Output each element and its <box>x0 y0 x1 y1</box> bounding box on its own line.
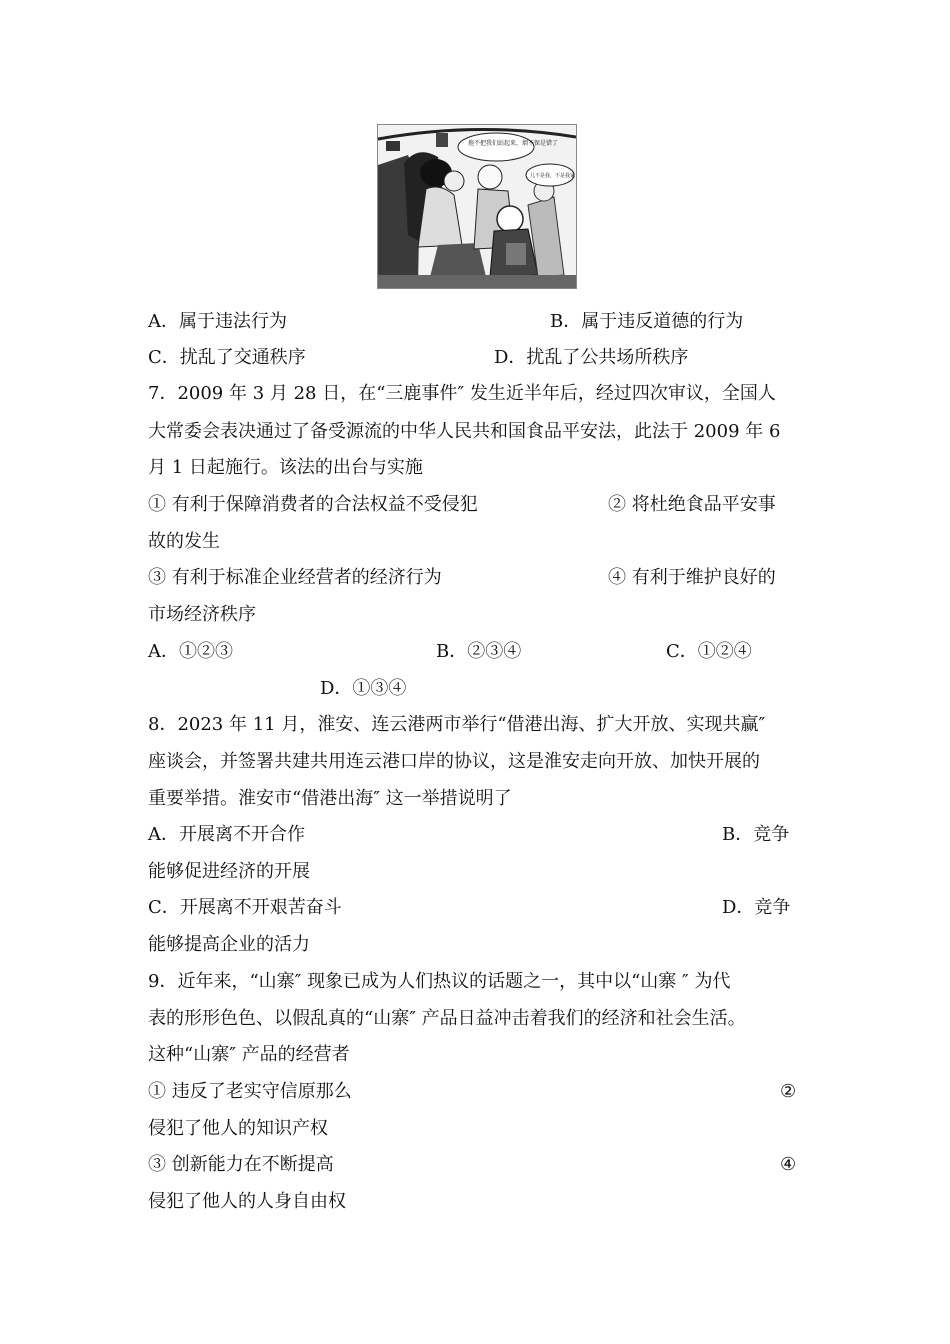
q9-item-4: ④ <box>780 1154 797 1175</box>
q8-option-b: B．竞争 <box>722 824 790 845</box>
q7-item-3: ③ 有利于标准企业经营者的经济行为 <box>148 567 442 588</box>
q6-option-a: A．属于违法行为 <box>148 311 287 332</box>
q7-stem-line-2: 大常委会表决通过了备受源流的中华人民共和国食品平安法，此法于 2009 年 6 <box>148 421 781 442</box>
q8-option-c: C．开展离不开艰苦奋斗 <box>148 897 342 918</box>
q7-item-4-cont: 市场经济秩序 <box>148 604 256 625</box>
q7-option-b: B．②③④ <box>436 641 522 662</box>
q6-option-c: C．扰乱了交通秩序 <box>148 347 306 368</box>
q9-item-3: ③ 创新能力在不断提高 <box>148 1154 334 1175</box>
q8-option-a: A．开展离不开合作 <box>148 824 305 845</box>
q9-item-1: ① 违反了老实守信原那么 <box>148 1081 352 1102</box>
bubble-text-2: 儿不是我，不是我家 <box>530 173 576 179</box>
q8-stem-line-1: 8．2023 年 11 月，淮安、连云港两市举行“借港出海、扩大开放、实现共赢″ <box>148 714 766 735</box>
q9-stem-line-2: 表的形形色色、以假乱真的“山寨″ 产品日益冲击着我们的经济和社会生活。 <box>148 1008 746 1029</box>
q7-stem-line-1: 7．2009 年 3 月 28 日，在“三鹿事件″ 发生近半年后，经过四次审议，全国人 <box>148 383 776 404</box>
q9-item-2: ② <box>780 1081 797 1102</box>
q9-stem-line-1: 9．近年来，“山寨″ 现象已成为人们热议的话题之一，其中以“山寨 ″ 为代 <box>148 971 731 992</box>
q7-item-2: ② 将杜绝食品平安事 <box>608 494 776 515</box>
q8-option-d-cont: 能够提高企业的活力 <box>148 934 310 955</box>
q7-option-a: A．①②③ <box>148 641 233 662</box>
q7-option-c: C．①②④ <box>666 641 752 662</box>
q8-option-d: D．竞争 <box>722 897 791 918</box>
cartoon-figure <box>377 124 577 289</box>
q9-item-2-cont: 侵犯了他人的知识产权 <box>148 1118 328 1139</box>
q7-item-4: ④ 有利于维护良好的 <box>608 567 776 588</box>
q9-item-4-cont: 侵犯了他人的人身自由权 <box>148 1191 346 1212</box>
q7-option-d: D．①③④ <box>320 678 407 699</box>
q6-option-d: D．扰乱了公共场所秩序 <box>494 347 689 368</box>
bubble-text-1: 拖不把我们站起来，烟不保是错了 <box>468 140 559 147</box>
q7-item-1: ① 有利于保障消费者的合法权益不受侵犯 <box>148 494 478 515</box>
q8-stem-line-2: 座谈会，并签署共建共用连云港口岸的协议，这是淮安走向开放、加快开展的 <box>148 751 760 772</box>
q9-stem-line-3: 这种“山寨″ 产品的经营者 <box>148 1044 350 1065</box>
q6-option-b: B．属于违反道德的行为 <box>550 311 744 332</box>
q7-item-2-cont: 故的发生 <box>148 531 220 552</box>
q8-option-b-cont: 能够促进经济的开展 <box>148 861 310 882</box>
q7-stem-line-3: 月 1 日起施行。该法的出台与实施 <box>148 457 423 478</box>
q8-stem-line-3: 重要举措。淮安市“借港出海″ 这一举措说明了 <box>148 788 512 809</box>
